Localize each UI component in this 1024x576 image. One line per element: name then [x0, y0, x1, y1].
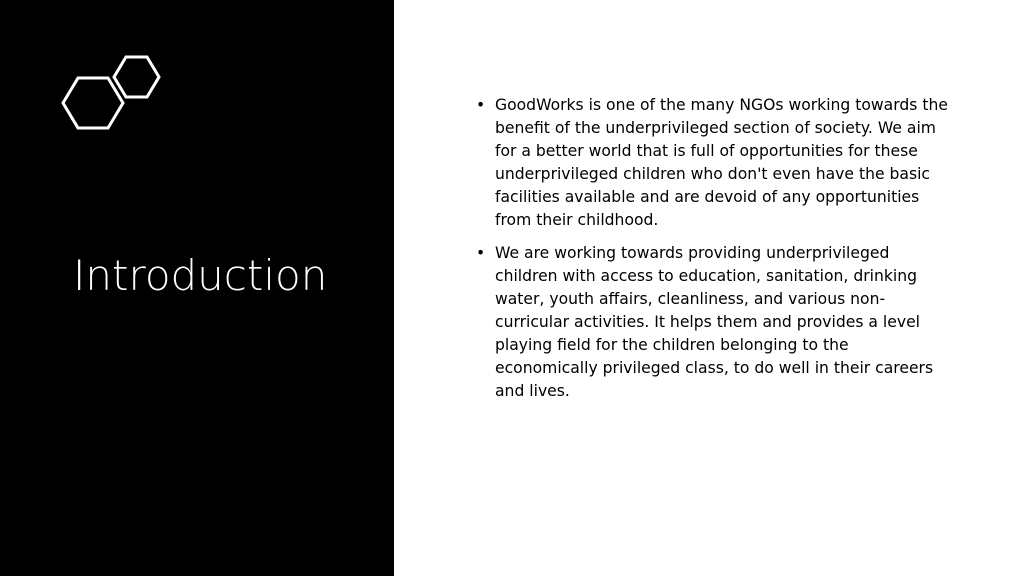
bullet-marker: • [476, 96, 486, 114]
bullet-text: GoodWorks is one of the many NGOs working towards the benefit of the underprivileged section of society. We aim for a better world that is full of opportunities for these underprivileged children who don't even have the basic facilities available and are devoid of any opportunities from their childhood. [495, 96, 948, 229]
bullet-list [476, 94, 956, 413]
title-panel [0, 0, 394, 576]
hexagon-large-icon [63, 78, 123, 128]
bullet-text: We are working towards providing underprivileged children with access to education, sanitation, drinking water, youth affairs, cleanliness, and various non-curricular activities. It helps them and provides a level playing field for the children belonging to the economically privileged class, to do well in their careers and lives. [495, 244, 934, 400]
bullet-item [476, 242, 956, 403]
slide-title: Introduction [73, 251, 328, 300]
bullet-marker: • [476, 244, 486, 262]
hexagon-small-icon [114, 57, 159, 97]
double-hexagon-icon [58, 52, 166, 134]
bullet-item [476, 94, 956, 232]
